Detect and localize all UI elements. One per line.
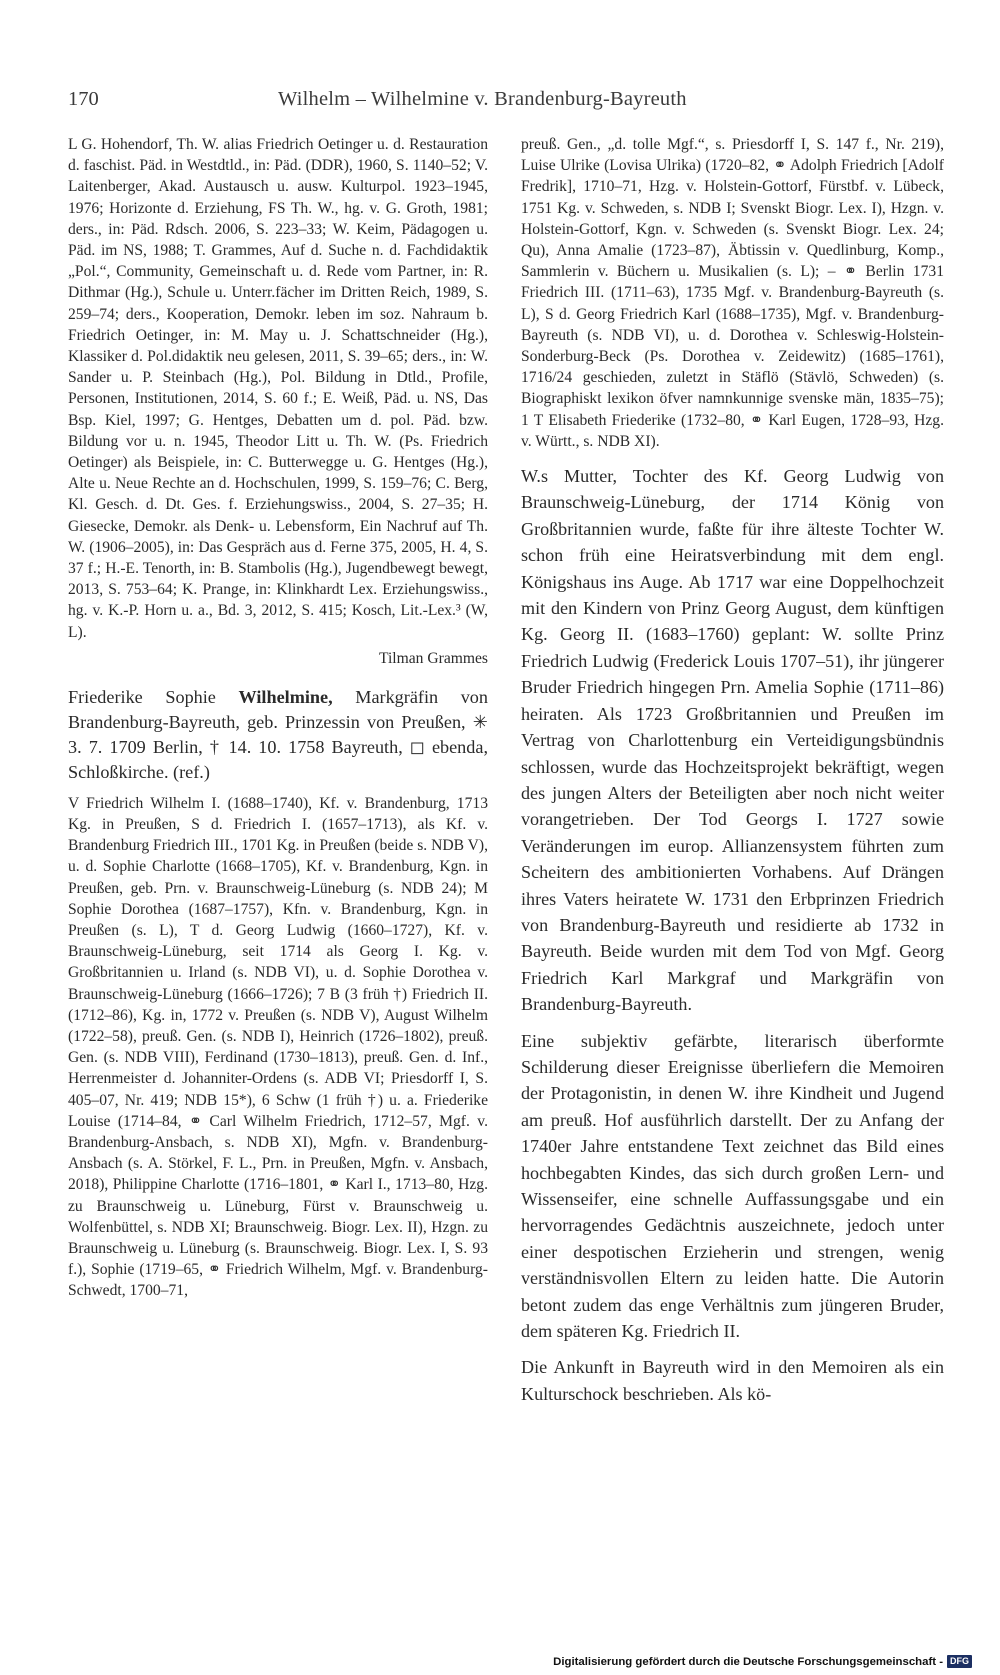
genealogy-text: V Friedrich Wilhelm I. (1688–1740), Kf. v. Brandenburg, 1713 Kg. in Preußen, S d. Friedrich I. (1657–1713), als Kf. v. Brandenburg Friedrich III., 1701 Kg. in Preußen (beide s. NDB V), u. d. Sophie Charlotte (1668–1705), Kf. v. Brandenburg, Kgn. in Preußen, geb. Prn. v. Braunschweig-Lüneburg (s. NDB 24); M Sophie Dorothea (1687–1757), Kfn. v. Brandenburg, Kgn. in Preußen (s. L), T d. Georg Ludwig (1660–1727), Kf. v. Braunschweig-Lüneburg, seit 1714 als Georg I. Kg. v. Großbritannien u. Irland (s. NDB VI), u. d. Sophie Dorothea v. Braunschweig-Lüneburg (1666–1726); 7 B (3 früh †) Friedrich II. (1712–86), Kg. in, 1772 v. Preußen (s. NDB V), August Wilhelm (1722–58), preuß. Gen. (s. NDB I), Heinrich (1726–1802), preuß. Gen. (s. NDB VIII), Ferdinand (1730–1813), preuß. Gen. d. Inf., Herrenmeister d. Johanniter-Ordens (s. ADB VI; Priesdorff I, S. 405–07, Nr. 419; NDB 15*), 6 Schw (1 früh †) u. a. Friederike Louise (1714–84, ⚭ Carl Wilhelm Friedrich, 1712–57, Mgf. v. Brandenburg-Ansbach, s. NDB XI), Mgfn. v. Brandenburg-Ansbach (s. A. Störkel, F. L., Prn. in Preußen, Mgfn. v. Ansbach, 2018), Philippine Charlotte (1716–1801, ⚭ Karl I., 1713–80, Hzg. zu Braunschweig u. Lüneburg, Fürst v. Braunschweig u. Wolfenbüttel, s. NDB XI; Braunschweig. Biogr. Lex. II), Hzgn. zu Braunschweig u. Lüneburg (s. Braunschweig. Biogr. Lex. I, S. 93 f.), Sophie (1719–65, ⚭ Friedrich Wilhelm, Mgf. v. Brandenburg-Schwedt, 1700–71, (68, 794, 488, 1300)
entry-heading-name: Wilhelmine, (238, 686, 333, 707)
page-header (68, 88, 730, 118)
body-paragraph-1: W.s Mutter, Tochter des Kf. Georg Ludwig von Braunschweig-Lüneburg, der 1714 König von Großbritannien wurde, faßte für ihre älteste Tochter W. schon früh eine Heiratsverbindung mit dem engl. Königshaus ins Auge. Ab 1717 war eine Doppelhochzeit mit den Kindern von Prinz Georg August, dem künftigen Kg. Georg II. (1683–1760) geplant: W. sollte Prinz Friedrich Ludwig (Frederick Louis 1707–51), ihr jüngerer Bruder Friedrich hingegen Prn. Amelia Sophie (1711–86) heiraten. Als 1723 Großbritannien und Preußen im Vertrag von Charlottenburg ein Verteidigungsbündnis schlossen, wurde das Hochzeitsprojekt bekräftigt, wegen des jungen Alters der Beteiligten aber noch nicht weiter vorangetrieben. Der Tod Georgs I. 1727 sowie Veränderungen im europ. Allianzensystem führten zum Scheitern des ambitionierten Vorhabens. Auf Drängen ihres Vaters heiratete W. 1731 den Erbprinzen Friedrich von Brandenburg-Bayreuth und residierte ab 1732 in Bayreuth. Beide wurden mit dem Tod von Mgf. Georg Friedrich Karl Markgraf und Markgräfin von Brandenburg-Bayreuth. (521, 466, 944, 1015)
right-column (521, 134, 944, 1417)
running-title: Wilhelm – Wilhelmine v. Brandenburg-Bayreuth (278, 88, 687, 110)
credit-text: Digitalisierung gefördert durch die Deutsche Forschungsgemeinschaft - (553, 1655, 943, 1668)
entry-heading-rest: Markgräfin von Brandenburg-Bayreuth, geb. Prinzessin von Preußen, ✳ 3. 7. 1709 Berlin, † 14. 10. 1758 Bayreuth, ◻ ebenda, Schloßkirche. (ref.) (68, 686, 488, 783)
page-number: 170 (68, 88, 99, 110)
left-column (68, 134, 488, 1302)
entry-heading (68, 685, 488, 786)
digitization-credit (553, 1655, 972, 1668)
body-paragraph-2: Eine subjektiv gefärbte, literarisch überformte Schilderung dieser Ereignisse überliefern die Memoiren der Protagonistin, in denen W. ihre Kindheit und Jugend am preuß. Hof ausführlich darstellt. Der zu Anfang der 1740er Jahre entstandene Text zeichnet das Bild eines hochbegabten Kindes, das sich durch großen Lern- und Wissenseifer, eine schnelle Auffassungsgabe und ein hervorragendes Gedächtnis auszeichnete, jedoch unter einer despotischen Erzieherin und strengen, wenig verständnisvollen Eltern zu leiden hatte. Die Autorin betont zudem das enge Verhältnis zum jüngeren Bruder, dem späteren Kg. Friedrich II. (521, 1030, 944, 1342)
dfg-logo: DFG (947, 1655, 972, 1668)
genealogy-continued: preuß. Gen., „d. tolle Mgf.“, s. Priesdorff I, S. 147 f., Nr. 219), Luise Ulrike (Lovisa Ulrika) (1720–82, ⚭ Adolph Friedrich [Adolf Fredrik], 1710–71, Hzg. v. Holstein-Gottorf, Fürstbf. v. Lübeck, 1751 Kg. v. Schweden, s. NDB I; Svenskt Biogr. Lex. I), Hzgn. v. Holstein-Gottorf, Kgn. v. Schweden (s. Svenskt Biogr. Lex. 24; Qu), Anna Amalie (1723–87), Äbtissin v. Quedlinburg, Komp., Sammlerin v. Büchern u. Musikalien (s. L); – ⚭ Berlin 1731 Friedrich III. (1711–63), 1735 Mgf. v. Brandenburg-Bayreuth (s. L), S d. Georg Friedrich Karl (1688–1735), Mgf. v. Brandenburg-Bayreuth (s. NDB VI), u. d. Dorothea v. Schleswig-Holstein-Sonderburg-Beck (Ps. Dorothea v. Zeidewitz) (1685–1761), 1716/24 geschieden, zuletzt in Stäflö (Stävlö, Schweden) (s. Biographiskt lexikon öfver namnkunnige svenske män, 1835–75); 1 T Elisabeth Friederike (1732–80, ⚭ Karl Eugen, 1728–93, Hzg. v. Württ., s. NDB XI). (521, 136, 944, 450)
literature-references: L G. Hohendorf, Th. W. alias Friedrich Oetinger u. d. Restauration d. faschist. Päd. in Westdtld., in: Päd. (DDR), 1960, S. 1140–52; V. Laitenberger, Akad. Austausch u. ausw. Kulturpol. 1923–1945, 1976; Horizonte d. Erziehung, FS Th. W., hg. v. G. Groth, 1981; ders., in: Päd. Rdsch. 2006, S. 223–33; W. Keim, Pädagogen u. Päd. im NS, 1988; T. Grammes, Auf d. Suche n. d. Fachdidaktik „Pol.“, Community, Gemeinschaft u. d. Rede vom Partner, in: R. Dithmar (Hg.), Schule u. Unterr.fächer im Dritten Reich, 1989, S. 259–74; ders., Kooperation, Demokr. leben im soz. Nahraum b. Friedrich Oetinger, in: M. May u. J. Schattschneider (Hg.), Klassiker d. Pol.didaktik neu gelesen, 2011, S. 39–65; ders., in: W. Sander u. P. Steinbach (Hg.), Pol. Bildung in Dtld., Profile, Personen, Institutionen, 2014, S. 60 f.; E. Weiß, Päd. u. NS, Das Bsp. Kiel, 1997; G. Hentges, Debatten um d. pol. Päd. bzw. Bildung vor u. n. 1945, Theodor Litt u. Th. W. (Ps. Friedrich Oetinger) als Beispiele, in: C. Butterwegge u. G. Hentges (Hg.), Alte u. Neue Rechte an d. Hochschulen, 1999, S. 159–76; C. Berg, Kl. Gesch. d. Dt. Ges. f. Erziehungswiss., 2004, S. 27–35; H. Giesecke, Demokr. als Denk- u. Lebensform, Ein Nachruf auf Th. W. (1906–2005), in: Das Gespräch aus d. Ferne 375, 2005, H. 4, S. 37 f.; H.-E. Tenorth, in: B. Stambolis (Hg.), Jugendbewegt bewegt, 2013, S. 753–64; K. Prange, in: Klinkhardt Lex. Erziehungswiss., hg. v. K.-P. Horn u. a., Bd. 3, 2012, S. 415; Kosch, Lit.-Lex.³ (W, L). (68, 136, 488, 641)
author-signature: Tilman Grammes (378, 649, 488, 667)
body-paragraph-3: Die Ankunft in Bayreuth wird in den Memoiren als ein Kulturschock beschrieben. Als kö- (521, 1357, 944, 1404)
entry-heading-prefix: Friederike Sophie (68, 686, 239, 707)
